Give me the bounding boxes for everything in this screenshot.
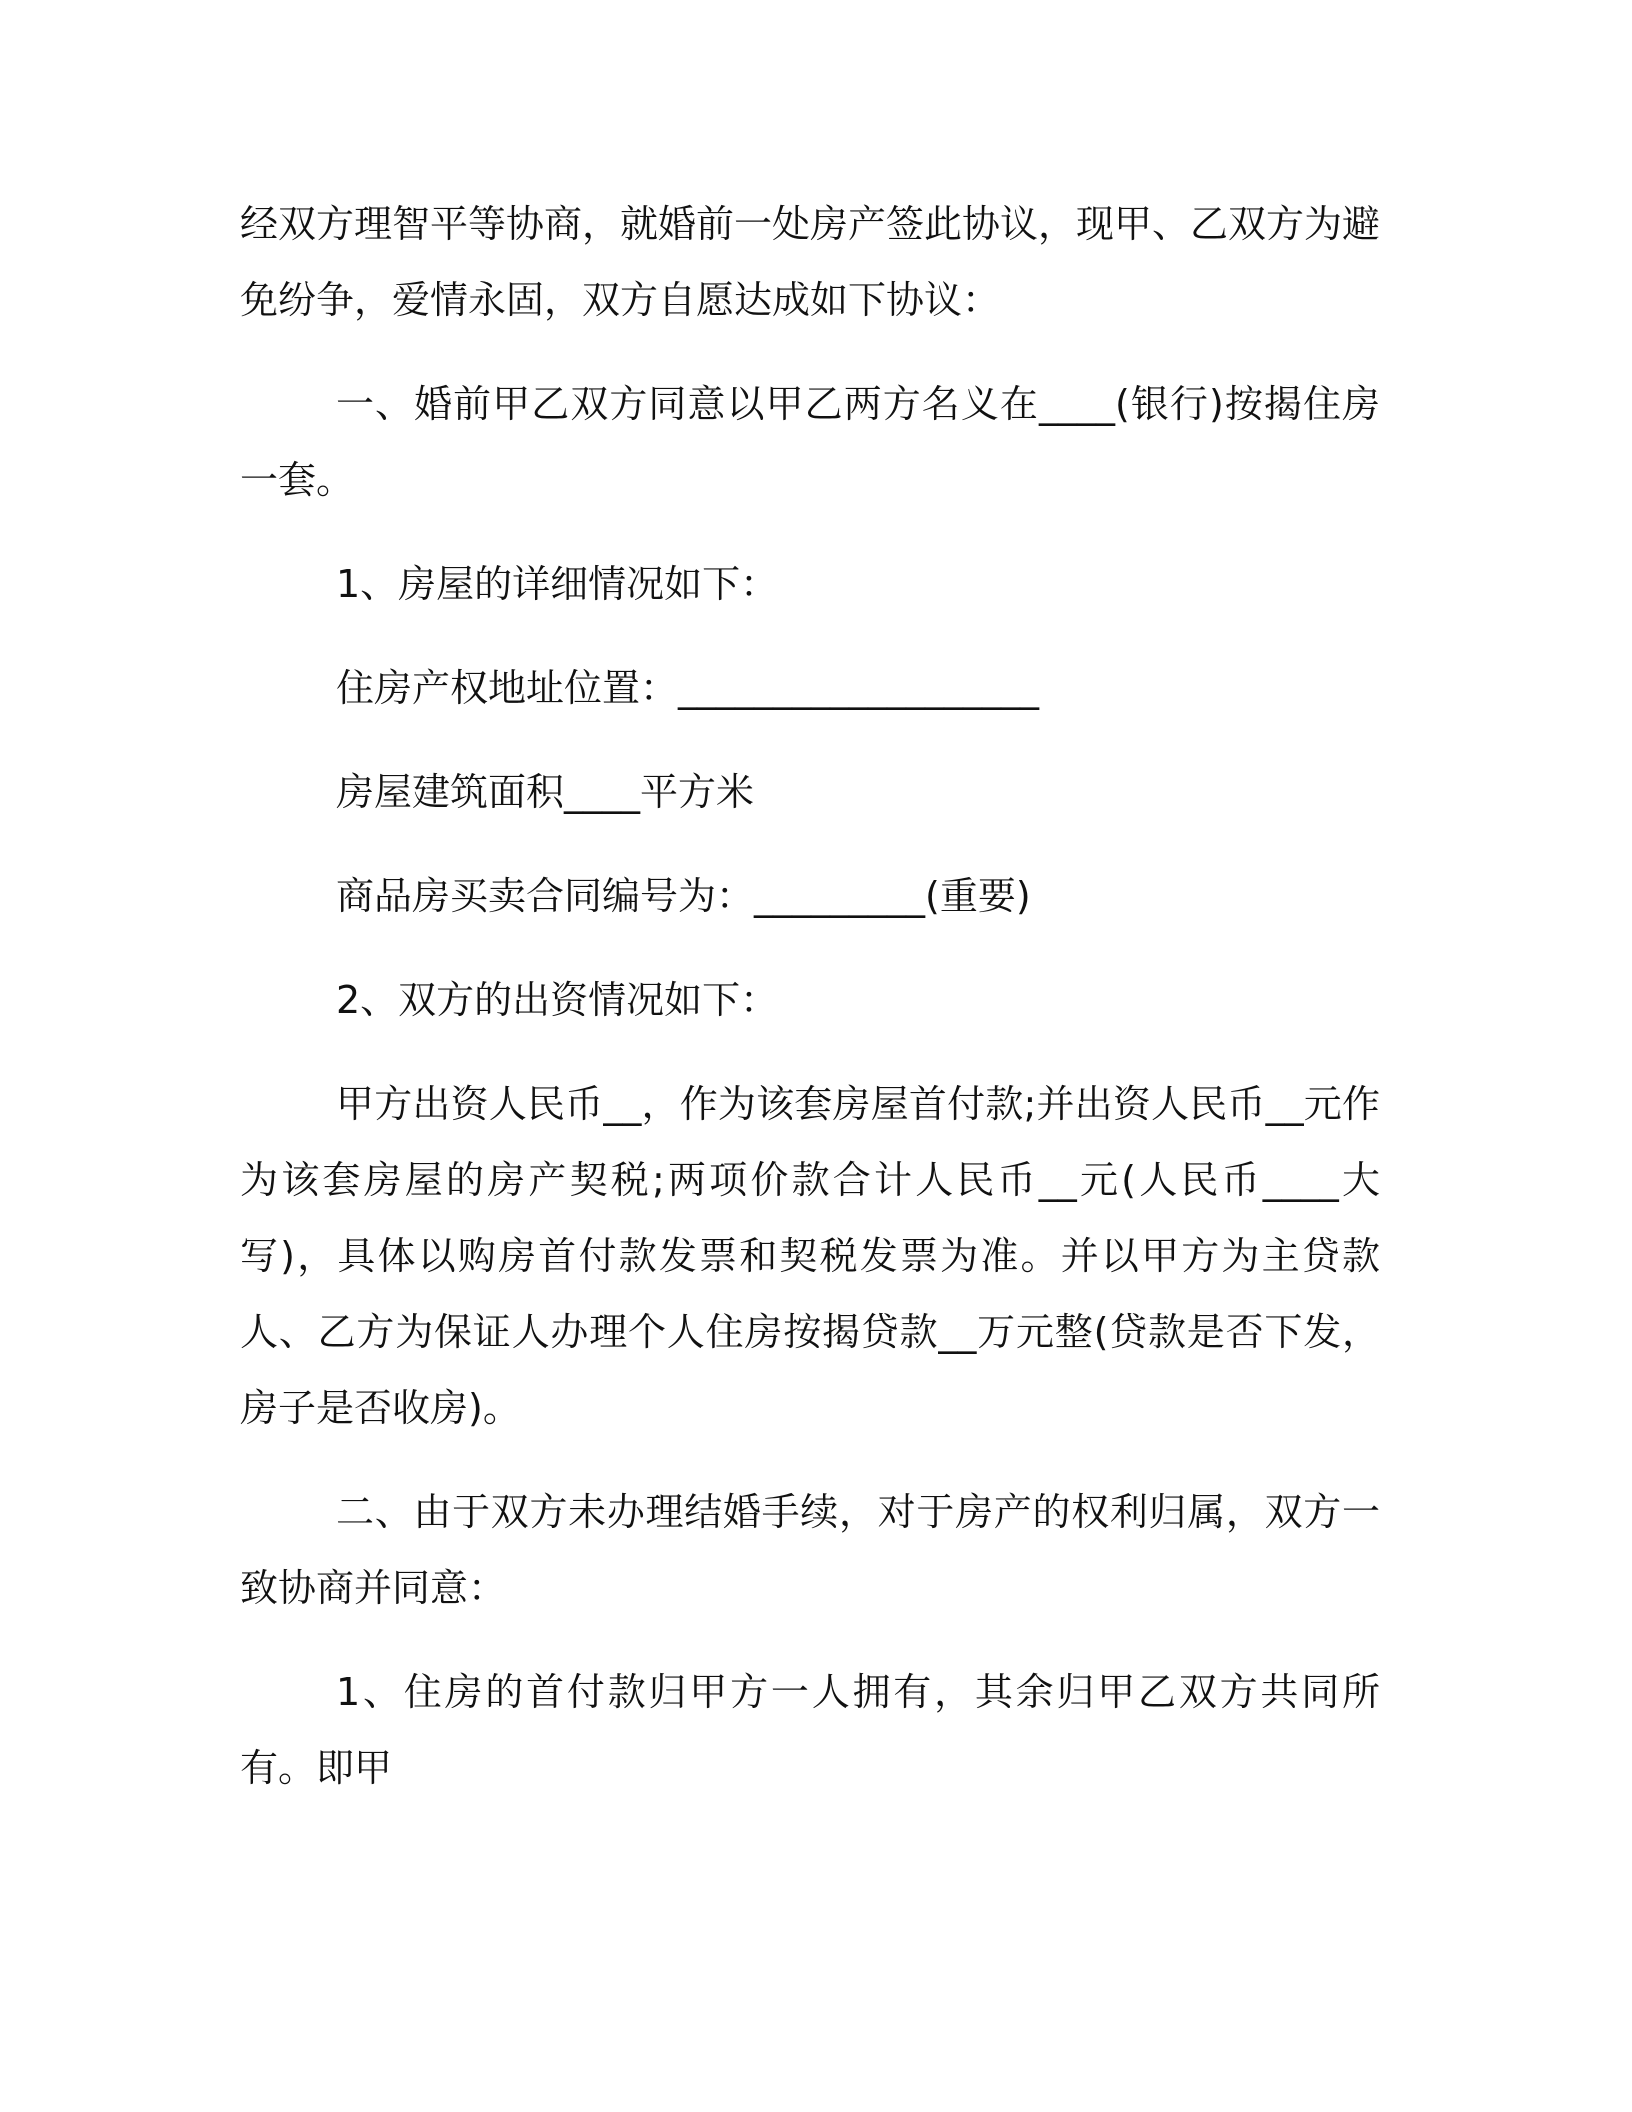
property-address-line: 住房产权地址位置：___________________: [336, 666, 1040, 710]
house-details-heading: 1、房屋的详细情况如下：: [336, 562, 779, 606]
funding-paragraph: 甲方出资人民币__，作为该套房屋首付款;并出资人民币__元作为该套房屋的房产契税;两项价款合计人民币__元(人民币____大写)，具体以购房首付款发票和契税发票为准。并以甲方为主贷款人、乙方为保证人办理个人住房按揭贷款__万元整(贷款是否下发，房子是否收房)。: [240, 1082, 1380, 1430]
building-area-line: 房屋建筑面积____平方米: [336, 770, 755, 814]
intro-paragraph: 经双方理智平等协商，就婚前一处房产签此协议，现甲、乙双方为避免纷争，爱情永固，双方自愿达成如下协议：: [240, 202, 1381, 322]
ownership-paragraph: 1、住房的首付款归甲方一人拥有，其余归甲乙双方共同所有。即甲: [240, 1670, 1380, 1790]
funding-heading: 2、双方的出资情况如下：: [336, 978, 779, 1022]
clause-1-paragraph: 一、婚前甲乙双方同意以甲乙两方名义在____(银行)按揭住房一套。: [240, 382, 1380, 502]
contract-number-line: 商品房买卖合同编号为：_________(重要): [336, 874, 1031, 918]
clause-2-paragraph: 二、由于双方未办理结婚手续，对于房产的权利归属，双方一致协商并同意：: [240, 1490, 1380, 1610]
document-body: [240, 186, 1380, 1834]
